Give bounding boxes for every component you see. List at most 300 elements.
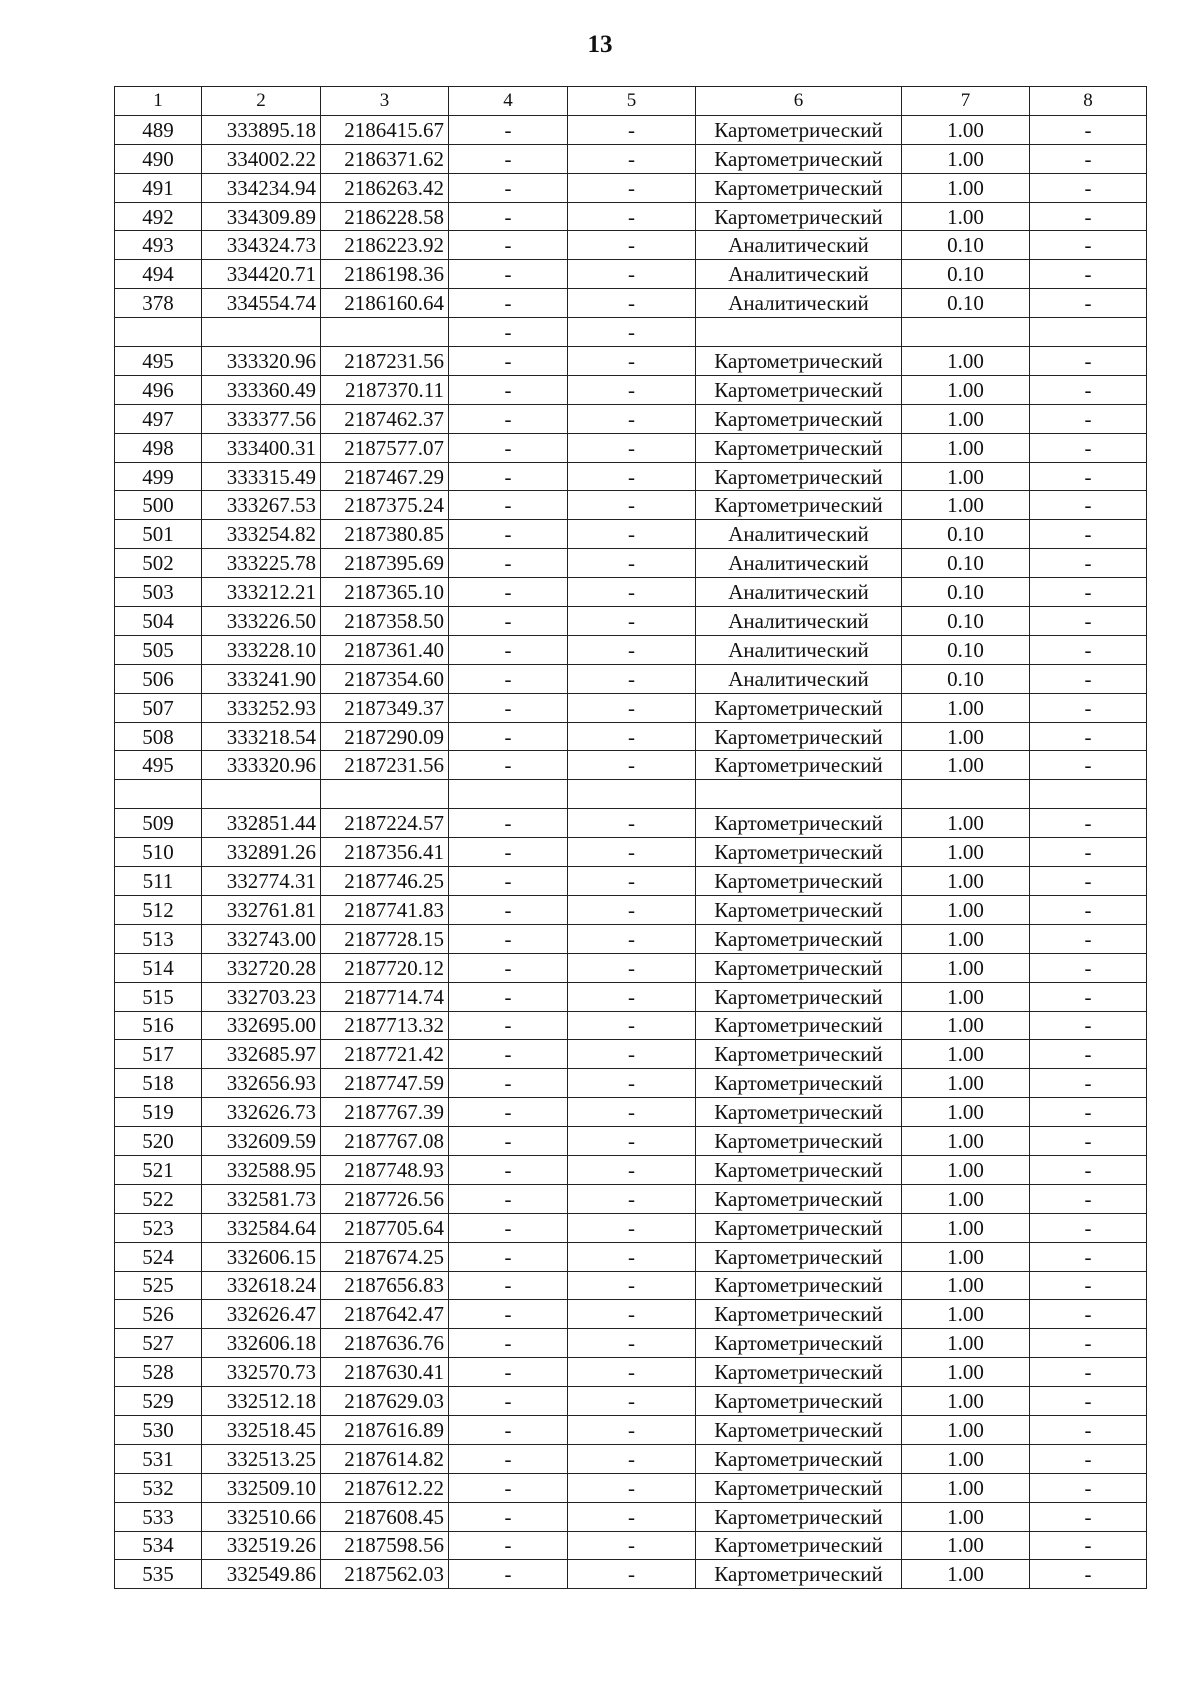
table-row — [115, 780, 1147, 809]
point-number-cell: 378 — [115, 289, 202, 318]
point-number-cell: 530 — [115, 1415, 202, 1444]
y-coordinate-cell: 2186198.36 — [321, 260, 449, 289]
table-row — [115, 231, 1147, 260]
point-number-cell: 535 — [115, 1560, 202, 1589]
x-coordinate-cell: 333315.49 — [202, 462, 321, 491]
accuracy-cell: 1.00 — [902, 375, 1030, 404]
point-number-cell: 497 — [115, 404, 202, 433]
col-5-cell: - — [568, 1531, 696, 1560]
method-cell: Аналитический — [696, 260, 902, 289]
method-cell: Картометрический — [696, 1040, 902, 1069]
column-header-8: 8 — [1030, 87, 1147, 116]
y-coordinate-cell: 2187746.25 — [321, 867, 449, 896]
table-row — [115, 347, 1147, 376]
y-coordinate-cell: 2186415.67 — [321, 115, 449, 144]
method-cell: Картометрический — [696, 867, 902, 896]
method-cell: Картометрический — [696, 433, 902, 462]
col-4-cell: - — [449, 1358, 568, 1387]
col-4-cell: - — [449, 982, 568, 1011]
y-coordinate-cell: 2187577.07 — [321, 433, 449, 462]
y-coordinate-cell: 2187741.83 — [321, 895, 449, 924]
point-number-cell: 522 — [115, 1184, 202, 1213]
accuracy-cell: 1.00 — [902, 1040, 1030, 1069]
y-coordinate-cell: 2187714.74 — [321, 982, 449, 1011]
col-8-cell: - — [1030, 867, 1147, 896]
col-5-cell: - — [568, 433, 696, 462]
y-coordinate-cell: 2187231.56 — [321, 347, 449, 376]
col-4-cell: - — [449, 1415, 568, 1444]
col-5-cell: - — [568, 1069, 696, 1098]
col-5-cell: - — [568, 635, 696, 664]
x-coordinate-cell: 332656.93 — [202, 1069, 321, 1098]
y-coordinate-cell: 2187767.39 — [321, 1098, 449, 1127]
method-cell: Картометрический — [696, 751, 902, 780]
column-header-4: 4 — [449, 87, 568, 116]
y-coordinate-cell: 2186228.58 — [321, 202, 449, 231]
table-row — [115, 1184, 1147, 1213]
col-5-cell: - — [568, 693, 696, 722]
table-row — [115, 1155, 1147, 1184]
col-8-cell: - — [1030, 1271, 1147, 1300]
point-number-cell: 490 — [115, 144, 202, 173]
col-8-cell: - — [1030, 664, 1147, 693]
method-cell: Картометрический — [696, 173, 902, 202]
col-4-cell: - — [449, 462, 568, 491]
accuracy-cell: 1.00 — [902, 1155, 1030, 1184]
table-row — [115, 1358, 1147, 1387]
x-coordinate-cell: 333226.50 — [202, 607, 321, 636]
col-4-cell: - — [449, 1531, 568, 1560]
col-4-cell: - — [449, 1213, 568, 1242]
x-coordinate-cell: 333228.10 — [202, 635, 321, 664]
col-8-cell: - — [1030, 1098, 1147, 1127]
x-coordinate-cell: 333400.31 — [202, 433, 321, 462]
col-8-cell: - — [1030, 1473, 1147, 1502]
method-cell: Картометрический — [696, 404, 902, 433]
point-number-cell: 520 — [115, 1127, 202, 1156]
y-coordinate-cell: 2187720.12 — [321, 953, 449, 982]
col-5-cell: - — [568, 462, 696, 491]
col-5-cell: - — [568, 1415, 696, 1444]
col-4-cell: - — [449, 347, 568, 376]
col-5-cell: - — [568, 404, 696, 433]
col-4-cell: - — [449, 1011, 568, 1040]
table-row — [115, 260, 1147, 289]
header-row — [115, 87, 1147, 116]
col-4-cell: - — [449, 1155, 568, 1184]
accuracy-cell: 1.00 — [902, 491, 1030, 520]
x-coordinate-cell: 332626.47 — [202, 1300, 321, 1329]
y-coordinate-cell: 2187616.89 — [321, 1415, 449, 1444]
y-coordinate-cell: 2187612.22 — [321, 1473, 449, 1502]
col-5-cell: - — [568, 549, 696, 578]
col-4-cell: - — [449, 173, 568, 202]
col-8-cell: - — [1030, 895, 1147, 924]
table-row — [115, 607, 1147, 636]
y-coordinate-cell: 2187361.40 — [321, 635, 449, 664]
table-row — [115, 1473, 1147, 1502]
method-cell: Картометрический — [696, 895, 902, 924]
y-coordinate-cell: 2187674.25 — [321, 1242, 449, 1271]
method-cell: Картометрический — [696, 1069, 902, 1098]
col-4-cell: - — [449, 838, 568, 867]
y-coordinate-cell: 2187608.45 — [321, 1502, 449, 1531]
col-5-cell: - — [568, 1127, 696, 1156]
accuracy-cell: 1.00 — [902, 404, 1030, 433]
x-coordinate-cell: 333320.96 — [202, 347, 321, 376]
col-4-cell: - — [449, 751, 568, 780]
method-cell: Картометрический — [696, 202, 902, 231]
col-5-cell: - — [568, 1387, 696, 1416]
col-4-cell: - — [449, 867, 568, 896]
accuracy-cell: 1.00 — [902, 1560, 1030, 1589]
point-number-cell — [115, 780, 202, 809]
table-row — [115, 520, 1147, 549]
col-5-cell: - — [568, 173, 696, 202]
col-8-cell: - — [1030, 1531, 1147, 1560]
method-cell — [696, 318, 902, 347]
point-number-cell: 531 — [115, 1444, 202, 1473]
method-cell: Аналитический — [696, 635, 902, 664]
col-5-cell: - — [568, 289, 696, 318]
point-number-cell: 500 — [115, 491, 202, 520]
col-5-cell: - — [568, 838, 696, 867]
column-header-6: 6 — [696, 87, 902, 116]
table-row — [115, 318, 1147, 347]
col-8-cell: - — [1030, 202, 1147, 231]
col-4-cell: - — [449, 809, 568, 838]
x-coordinate-cell: 334554.74 — [202, 289, 321, 318]
table-row — [115, 549, 1147, 578]
y-coordinate-cell: 2187629.03 — [321, 1387, 449, 1416]
y-coordinate-cell: 2187562.03 — [321, 1560, 449, 1589]
table-row — [115, 924, 1147, 953]
y-coordinate-cell: 2187642.47 — [321, 1300, 449, 1329]
col-8-cell: - — [1030, 347, 1147, 376]
col-5-cell: - — [568, 144, 696, 173]
col-5-cell: - — [568, 1300, 696, 1329]
x-coordinate-cell: 333212.21 — [202, 578, 321, 607]
accuracy-cell: 1.00 — [902, 1531, 1030, 1560]
method-cell: Картометрический — [696, 1184, 902, 1213]
col-5-cell: - — [568, 260, 696, 289]
col-4-cell: - — [449, 491, 568, 520]
method-cell: Картометрический — [696, 1242, 902, 1271]
y-coordinate-cell: 2187726.56 — [321, 1184, 449, 1213]
point-number-cell: 505 — [115, 635, 202, 664]
point-number-cell: 504 — [115, 607, 202, 636]
col-4-cell: - — [449, 318, 568, 347]
accuracy-cell: 1.00 — [902, 347, 1030, 376]
y-coordinate-cell: 2187747.59 — [321, 1069, 449, 1098]
col-8-cell: - — [1030, 433, 1147, 462]
col-4-cell: - — [449, 953, 568, 982]
col-8-cell: - — [1030, 549, 1147, 578]
col-8-cell: - — [1030, 1040, 1147, 1069]
col-4-cell: - — [449, 693, 568, 722]
accuracy-cell: 1.00 — [902, 1415, 1030, 1444]
y-coordinate-cell: 2187370.11 — [321, 375, 449, 404]
col-4-cell: - — [449, 722, 568, 751]
accuracy-cell: 0.10 — [902, 289, 1030, 318]
method-cell: Аналитический — [696, 520, 902, 549]
x-coordinate-cell: 333320.96 — [202, 751, 321, 780]
table-row — [115, 1213, 1147, 1242]
col-5-cell: - — [568, 982, 696, 1011]
point-number-cell: 498 — [115, 433, 202, 462]
col-4-cell: - — [449, 924, 568, 953]
point-number-cell: 518 — [115, 1069, 202, 1098]
point-number-cell: 514 — [115, 953, 202, 982]
x-coordinate-cell: 334309.89 — [202, 202, 321, 231]
accuracy-cell: 1.00 — [902, 115, 1030, 144]
accuracy-cell: 1.00 — [902, 1387, 1030, 1416]
col-5-cell: - — [568, 202, 696, 231]
col-4-cell: - — [449, 144, 568, 173]
col-5-cell: - — [568, 1040, 696, 1069]
accuracy-cell: 1.00 — [902, 867, 1030, 896]
table-row — [115, 1415, 1147, 1444]
col-8-cell: - — [1030, 751, 1147, 780]
col-5-cell: - — [568, 1155, 696, 1184]
table-row — [115, 809, 1147, 838]
point-number-cell — [115, 318, 202, 347]
col-5-cell: - — [568, 1271, 696, 1300]
col-5-cell: - — [568, 751, 696, 780]
table-row — [115, 693, 1147, 722]
table-row — [115, 722, 1147, 751]
x-coordinate-cell: 332609.59 — [202, 1127, 321, 1156]
col-4-cell: - — [449, 1300, 568, 1329]
x-coordinate-cell: 332584.64 — [202, 1213, 321, 1242]
table-row — [115, 1502, 1147, 1531]
col-5-cell: - — [568, 231, 696, 260]
method-cell: Картометрический — [696, 1213, 902, 1242]
method-cell: Картометрический — [696, 953, 902, 982]
method-cell: Картометрический — [696, 1329, 902, 1358]
col-5-cell: - — [568, 722, 696, 751]
table-row — [115, 462, 1147, 491]
accuracy-cell: 1.00 — [902, 173, 1030, 202]
accuracy-cell: 0.10 — [902, 578, 1030, 607]
method-cell: Картометрический — [696, 1011, 902, 1040]
method-cell: Картометрический — [696, 1502, 902, 1531]
x-coordinate-cell: 332570.73 — [202, 1358, 321, 1387]
point-number-cell: 525 — [115, 1271, 202, 1300]
method-cell: Картометрический — [696, 982, 902, 1011]
col-5-cell: - — [568, 115, 696, 144]
point-number-cell: 524 — [115, 1242, 202, 1271]
col-4-cell: - — [449, 433, 568, 462]
y-coordinate-cell: 2187231.56 — [321, 751, 449, 780]
y-coordinate-cell: 2187721.42 — [321, 1040, 449, 1069]
point-number-cell: 508 — [115, 722, 202, 751]
y-coordinate-cell: 2187380.85 — [321, 520, 449, 549]
table-body — [115, 115, 1147, 1588]
table-row — [115, 1329, 1147, 1358]
x-coordinate-cell: 333241.90 — [202, 664, 321, 693]
col-4-cell: - — [449, 607, 568, 636]
y-coordinate-cell: 2187354.60 — [321, 664, 449, 693]
accuracy-cell: 1.00 — [902, 924, 1030, 953]
y-coordinate-cell: 2187365.10 — [321, 578, 449, 607]
table-row — [115, 144, 1147, 173]
y-coordinate-cell: 2187467.29 — [321, 462, 449, 491]
point-number-cell: 510 — [115, 838, 202, 867]
col-5-cell: - — [568, 953, 696, 982]
col-8-cell: - — [1030, 144, 1147, 173]
method-cell: Картометрический — [696, 838, 902, 867]
column-header-5: 5 — [568, 87, 696, 116]
x-coordinate-cell: 333252.93 — [202, 693, 321, 722]
accuracy-cell: 0.10 — [902, 664, 1030, 693]
x-coordinate-cell: 332703.23 — [202, 982, 321, 1011]
accuracy-cell: 1.00 — [902, 1473, 1030, 1502]
accuracy-cell: 1.00 — [902, 895, 1030, 924]
table-row — [115, 1560, 1147, 1589]
table-row — [115, 982, 1147, 1011]
col-4-cell: - — [449, 664, 568, 693]
col-8-cell: - — [1030, 1387, 1147, 1416]
col-4-cell: - — [449, 1502, 568, 1531]
col-4-cell: - — [449, 1069, 568, 1098]
x-coordinate-cell: 332513.25 — [202, 1444, 321, 1473]
y-coordinate-cell: 2187395.69 — [321, 549, 449, 578]
column-header-2: 2 — [202, 87, 321, 116]
x-coordinate-cell: 334420.71 — [202, 260, 321, 289]
table-row — [115, 1011, 1147, 1040]
table-row — [115, 115, 1147, 144]
point-number-cell: 515 — [115, 982, 202, 1011]
col-4-cell: - — [449, 404, 568, 433]
point-number-cell: 512 — [115, 895, 202, 924]
x-coordinate-cell: 332851.44 — [202, 809, 321, 838]
col-8-cell: - — [1030, 260, 1147, 289]
table-row — [115, 433, 1147, 462]
method-cell: Картометрический — [696, 491, 902, 520]
x-coordinate-cell — [202, 780, 321, 809]
col-5-cell: - — [568, 318, 696, 347]
method-cell: Картометрический — [696, 1271, 902, 1300]
col-8-cell: - — [1030, 1300, 1147, 1329]
y-coordinate-cell: 2186263.42 — [321, 173, 449, 202]
point-number-cell: 534 — [115, 1531, 202, 1560]
table-row — [115, 1444, 1147, 1473]
col-4-cell: - — [449, 1098, 568, 1127]
table-row — [115, 202, 1147, 231]
method-cell: Картометрический — [696, 1415, 902, 1444]
point-number-cell: 516 — [115, 1011, 202, 1040]
col-5-cell: - — [568, 1444, 696, 1473]
col-4-cell: - — [449, 202, 568, 231]
col-8-cell: - — [1030, 1358, 1147, 1387]
method-cell: Аналитический — [696, 607, 902, 636]
method-cell: Аналитический — [696, 549, 902, 578]
coordinates-table — [114, 86, 1147, 1589]
y-coordinate-cell: 2187713.32 — [321, 1011, 449, 1040]
point-number-cell: 495 — [115, 751, 202, 780]
col-4-cell: - — [449, 635, 568, 664]
col-5-cell: - — [568, 809, 696, 838]
accuracy-cell: 1.00 — [902, 1329, 1030, 1358]
table-row — [115, 1242, 1147, 1271]
col-4-cell: - — [449, 1184, 568, 1213]
table-row — [115, 1531, 1147, 1560]
col-5-cell: - — [568, 1502, 696, 1531]
col-8-cell: - — [1030, 231, 1147, 260]
table-row — [115, 1271, 1147, 1300]
col-5-cell — [568, 780, 696, 809]
col-8-cell: - — [1030, 1155, 1147, 1184]
method-cell: Картометрический — [696, 809, 902, 838]
x-coordinate-cell: 333377.56 — [202, 404, 321, 433]
x-coordinate-cell: 332891.26 — [202, 838, 321, 867]
point-number-cell: 528 — [115, 1358, 202, 1387]
col-8-cell: - — [1030, 491, 1147, 520]
x-coordinate-cell: 332743.00 — [202, 924, 321, 953]
col-8-cell: - — [1030, 375, 1147, 404]
col-5-cell: - — [568, 1011, 696, 1040]
accuracy-cell — [902, 318, 1030, 347]
col-8-cell — [1030, 318, 1147, 347]
col-4-cell: - — [449, 895, 568, 924]
y-coordinate-cell — [321, 780, 449, 809]
method-cell: Картометрический — [696, 1098, 902, 1127]
x-coordinate-cell: 334002.22 — [202, 144, 321, 173]
col-8-cell: - — [1030, 1329, 1147, 1358]
x-coordinate-cell: 332720.28 — [202, 953, 321, 982]
point-number-cell: 492 — [115, 202, 202, 231]
point-number-cell: 529 — [115, 1387, 202, 1416]
col-8-cell: - — [1030, 1502, 1147, 1531]
accuracy-cell: 1.00 — [902, 982, 1030, 1011]
method-cell: Картометрический — [696, 144, 902, 173]
y-coordinate-cell: 2187375.24 — [321, 491, 449, 520]
method-cell: Картометрический — [696, 347, 902, 376]
accuracy-cell: 1.00 — [902, 953, 1030, 982]
col-8-cell: - — [1030, 1560, 1147, 1589]
y-coordinate-cell: 2187767.08 — [321, 1127, 449, 1156]
x-coordinate-cell: 332512.18 — [202, 1387, 321, 1416]
point-number-cell: 491 — [115, 173, 202, 202]
y-coordinate-cell: 2187349.37 — [321, 693, 449, 722]
accuracy-cell: 1.00 — [902, 433, 1030, 462]
accuracy-cell: 1.00 — [902, 1271, 1030, 1300]
accuracy-cell: 1.00 — [902, 1213, 1030, 1242]
x-coordinate-cell — [202, 318, 321, 347]
method-cell: Аналитический — [696, 289, 902, 318]
col-4-cell: - — [449, 1444, 568, 1473]
col-8-cell: - — [1030, 607, 1147, 636]
col-5-cell: - — [568, 1329, 696, 1358]
y-coordinate-cell: 2186371.62 — [321, 144, 449, 173]
page-number: 13 — [587, 31, 613, 58]
col-4-cell: - — [449, 1473, 568, 1502]
accuracy-cell: 1.00 — [902, 1184, 1030, 1213]
y-coordinate-cell: 2187224.57 — [321, 809, 449, 838]
point-number-cell: 519 — [115, 1098, 202, 1127]
method-cell: Картометрический — [696, 924, 902, 953]
point-number-cell: 526 — [115, 1300, 202, 1329]
y-coordinate-cell: 2187656.83 — [321, 1271, 449, 1300]
accuracy-cell: 1.00 — [902, 1069, 1030, 1098]
method-cell: Аналитический — [696, 664, 902, 693]
point-number-cell: 521 — [115, 1155, 202, 1184]
accuracy-cell: 1.00 — [902, 462, 1030, 491]
col-4-cell: - — [449, 231, 568, 260]
table-row — [115, 635, 1147, 664]
col-8-cell: - — [1030, 809, 1147, 838]
